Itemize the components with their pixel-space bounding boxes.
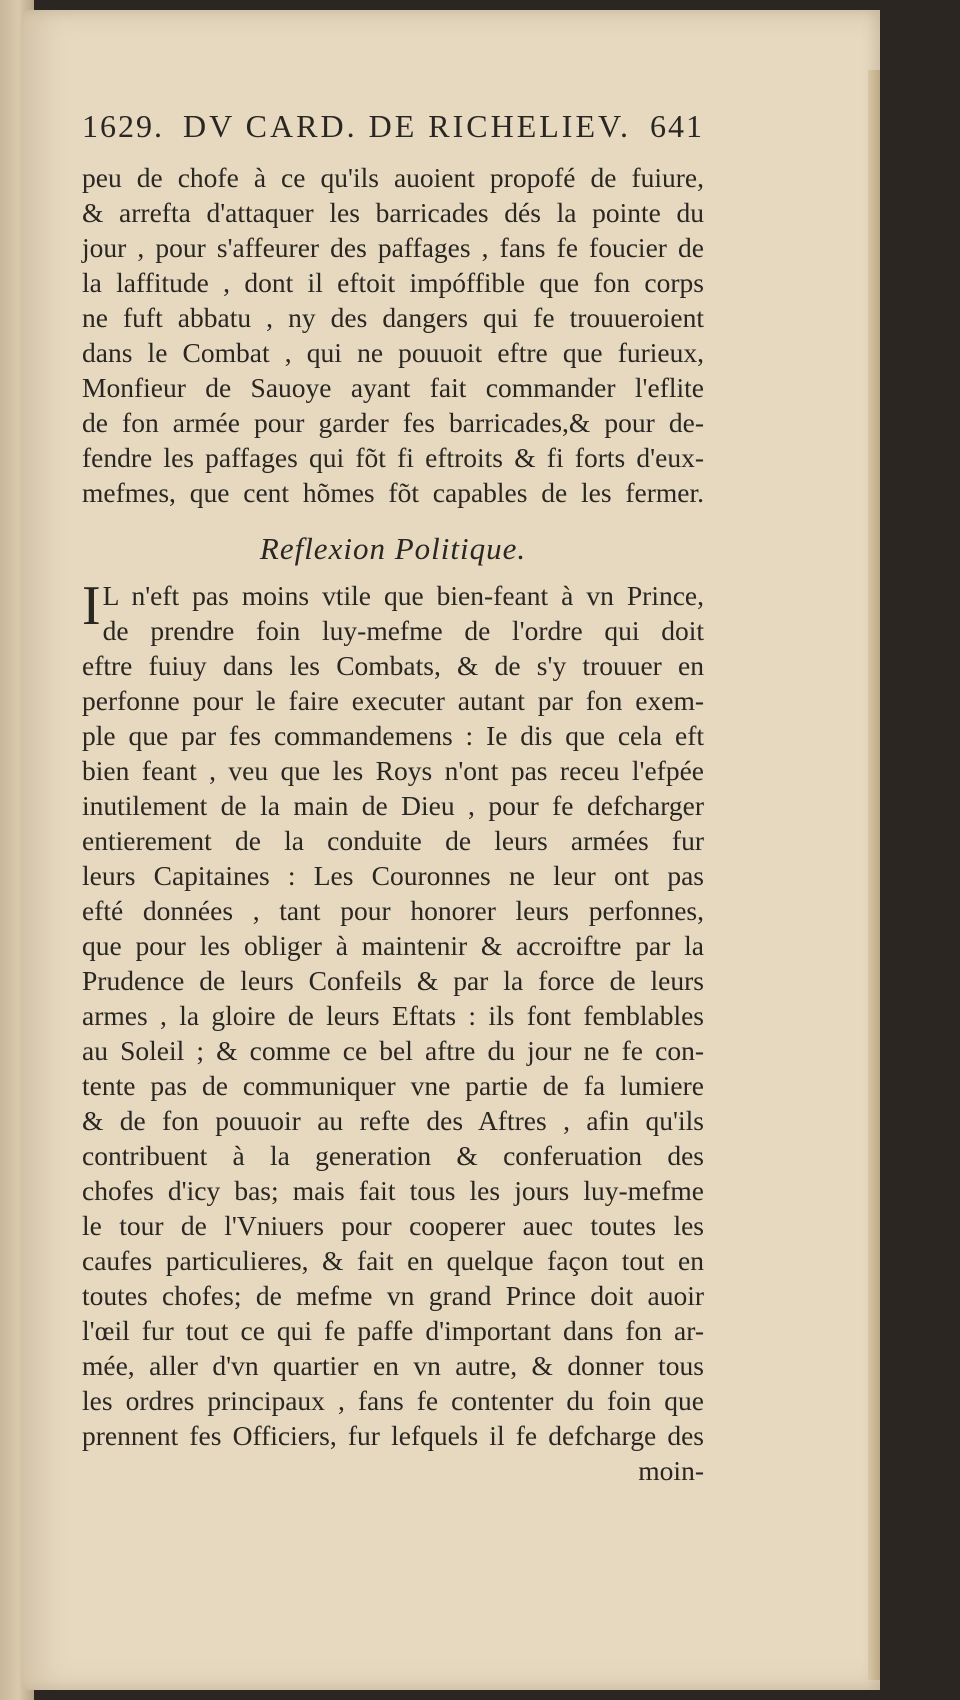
- page-number: 641: [650, 108, 704, 144]
- text-line: fendre les paffages qui fõt fi eftroits & fi forts d'eux-: [82, 442, 704, 473]
- text-line: L n'eft pas moins vtile que bien-feant à vn Prince,: [102, 580, 704, 611]
- text-line: inutilement de la main de Dieu , pour fe defcharger: [82, 790, 704, 821]
- text-line: l'œil fur tout ce qui fe paffe d'important dans fon ar-: [82, 1315, 704, 1346]
- text-line: de fon armée pour garder fes barricades,& pour de-: [82, 407, 704, 438]
- text-line: & de fon pouuoir au refte des Aftres , afin qu'ils: [82, 1105, 704, 1136]
- text-line: contribuent à la generation & conferuation des: [82, 1140, 704, 1171]
- page-stack-edge: [868, 70, 880, 1680]
- text-line: de prendre foin luy-mefme de l'ordre qui doit: [102, 615, 704, 646]
- running-head-title: DV CARD. DE RICHELIEV.: [183, 108, 631, 144]
- text-line: la laffitude , dont il eftoit impóffible que fon corps: [82, 267, 704, 298]
- text-line: que pour les obliger à maintenir & accroiftre par la: [82, 930, 704, 961]
- text-line: mée, aller d'vn quartier en vn autre, & donner tous: [82, 1350, 704, 1381]
- text-line: chofes d'icy bas; mais fait tous les jours luy-mefme: [82, 1175, 704, 1206]
- text-line: le tour de l'Vniuers pour cooperer auec toutes les: [82, 1210, 704, 1241]
- drop-cap: I: [82, 575, 101, 637]
- text-line: caufes particulieres, & fait en quelque façon tout en: [82, 1245, 704, 1276]
- text-line: ple que par fes commandemens : Ie dis que cela eft: [82, 720, 704, 751]
- text-line: mefmes, que cent hõmes fõt capables de les fermer.: [82, 477, 704, 508]
- text-line: bien feant , veu que les Roys n'ont pas receu l'efpée: [82, 755, 704, 786]
- text-line: les ordres principaux , fans fe contenter du foin que: [82, 1385, 704, 1416]
- text-line: efté données , tant pour honorer leurs perfonnes,: [82, 895, 704, 926]
- text-line: eftre fuiuy dans les Combats, & de s'y trouuer en: [82, 650, 704, 681]
- text-line: jour , pour s'affeurer des paffages , fans fe foucier de: [82, 232, 704, 263]
- text-line: peu de chofe à ce qu'ils auoient propofé de fuiure,: [82, 162, 704, 193]
- section-heading: Reflexion Politique.: [259, 531, 527, 566]
- catchword: moin-: [638, 1455, 704, 1486]
- paragraph-1: [82, 160, 704, 510]
- text-line: toutes chofes; de mefme vn grand Prince doit auoir: [82, 1280, 704, 1311]
- text-line: prennent fes Officiers, fur lefquels il fe defcharge des: [82, 1420, 704, 1451]
- text-line: leurs Capitaines : Les Couronnes ne leur ont pas: [82, 860, 704, 891]
- text-line: au Soleil ; & comme ce bel aftre du jour ne fe con-: [82, 1035, 704, 1066]
- paragraph-2: [82, 575, 704, 1453]
- text-line: perfonne pour le faire executer autant par fon exem-: [82, 685, 704, 716]
- text-line: entierement de la conduite de leurs armées fur: [82, 825, 704, 856]
- text-line: tente pas de communiquer vne partie de fa lumiere: [82, 1070, 704, 1101]
- running-head-year: 1629.: [82, 108, 164, 144]
- page-text-block: [82, 108, 704, 1488]
- running-head: [82, 108, 704, 156]
- text-line: Monfieur de Sauoye ayant fait commander l'eflite: [82, 372, 704, 403]
- text-line: armes , la gloire de leurs Eftats : ils font femblables: [82, 1000, 704, 1031]
- text-line: & arrefta d'attaquer les barricades dés la pointe du: [82, 197, 704, 228]
- text-line: dans le Combat , qui ne pouuoit eftre que furieux,: [82, 337, 704, 368]
- text-line: Prudence de leurs Confeils & par la force de leurs: [82, 965, 704, 996]
- text-line: ne fuft abbatu , ny des dangers qui fe trouueroient: [82, 302, 704, 333]
